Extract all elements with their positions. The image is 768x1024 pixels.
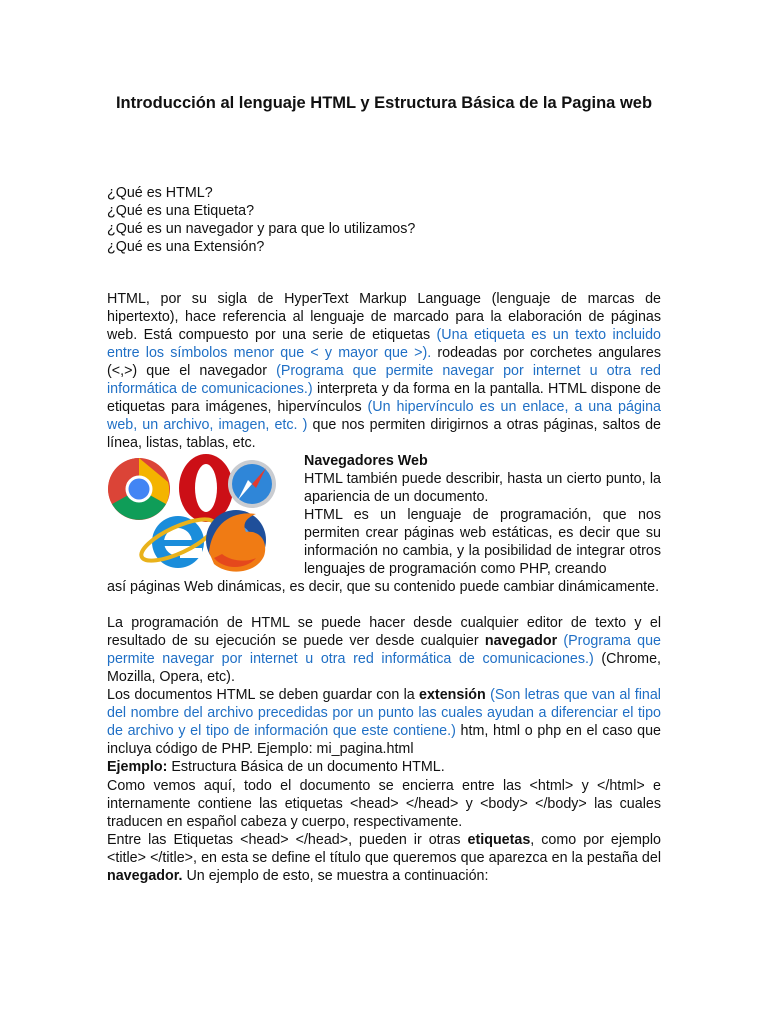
note-navegador: (Programa que permite navegar por internet u otra red informática de comunicaciones.) xyxy=(107,363,661,397)
intro-paragraph xyxy=(107,290,661,452)
tags-paragraph: Como vemos aquí, todo el documento se encierra entre las <html> y </html> e internamente contiene las etiquetas <head> </head> y <body> </body> las cuales traducen en español cabeza y cuerpo, respectivamente. xyxy=(107,778,661,830)
browser-logos-image xyxy=(106,452,276,577)
browsers-heading: Navegadores Web xyxy=(304,453,428,469)
text-run: Estructura Básica de un documento HTML. xyxy=(167,759,445,775)
text-run: , como por ejemplo <title> </title>, en esta se define el título que queremos que aparezca en la pestaña del xyxy=(107,832,661,866)
chrome-logo-icon xyxy=(108,458,170,520)
document-title: Introducción al lenguaje HTML y Estructura Básica de la Pagina web xyxy=(115,94,653,112)
text-run: que nos permiten dirigirnos a otras páginas, saltos de línea, listas, tablas, etc. xyxy=(107,417,661,451)
text-run: Los documentos HTML se deben guardar con la xyxy=(107,687,420,703)
question-item: ¿Qué es una Extensión? xyxy=(107,239,265,255)
browsers-paragraph-1: HTML también puede describir, hasta un cierto punto, la apariencia de un documento. xyxy=(304,471,661,505)
example-label: Ejemplo: xyxy=(107,759,168,775)
question-item: ¿Qué es HTML? xyxy=(107,185,213,201)
text-run: HTML, por su sigla de HyperText Markup Language (lenguaje de marcas de hipertexto), hace referencia al lenguaje de marcado para la elaboración de páginas web. Está compuesto por una serie de etiquetas xyxy=(107,291,661,343)
example-line xyxy=(107,758,661,776)
bold-term: extensión xyxy=(419,687,486,703)
programming-paragraph xyxy=(107,614,661,686)
bold-term: navegador. xyxy=(107,868,183,884)
safari-logo-icon xyxy=(228,460,276,508)
firefox-logo-icon xyxy=(206,510,266,572)
extension-paragraph xyxy=(107,686,661,758)
browsers-paragraph-2: HTML es un lenguaje de programación, que nos permiten crear páginas web estáticas, es decir que su información no cambia, y la posibilidad de integrar otros lenguajes de programación como PHP, creando xyxy=(304,507,661,577)
questions-list xyxy=(107,184,667,256)
note-hipervinculo: (Un hipervínculo es un enlace, a una página web, un archivo, imagen, etc. ) xyxy=(107,399,661,433)
text-run: interpreta y da forma en la pantalla. HTML dispone de etiquetas para imágenes, hipervínculos xyxy=(107,381,662,415)
question-item: ¿Qué es una Etiqueta? xyxy=(107,203,255,219)
bold-term: etiquetas xyxy=(467,832,531,848)
text-run: La programación de HTML se puede hacer desde cualquier editor de texto y el resultado de su ejecución se puede ver desde cualquier xyxy=(107,615,661,649)
text-run: rodeadas por corchetes angulares (<,>) que el navegador xyxy=(107,345,661,379)
opera-logo-icon xyxy=(179,454,233,522)
browsers-paragraph-2-continued: así páginas Web dinámicas, es decir, que su contenido puede cambiar dinámicamente. xyxy=(107,579,660,595)
text-run: Un ejemplo de esto, se muestra a continuación: xyxy=(182,868,489,884)
bold-term: navegador xyxy=(484,633,558,649)
text-run: Entre las Etiquetas <head> </head>, pueden ir otras xyxy=(107,832,468,848)
note-navegador: (Programa que permite navegar por internet u otra red informática de comunicaciones.) xyxy=(107,633,661,667)
note-extension: (Son letras que van al final del nombre del archivo precedidas por un punto las cuales ayudan a diferenciar el tipo de archivo y el tipo de información que este contiene.) xyxy=(107,687,661,739)
note-etiqueta: (Una etiqueta es un texto incluido entre los símbolos menor que < y mayor que >). xyxy=(107,327,661,361)
question-item: ¿Qué es un navegador y para que lo utilizamos? xyxy=(107,221,416,237)
text-run: htm, html o php en el caso que incluya código de PHP. Ejemplo: mi_pagina.html xyxy=(107,723,661,757)
head-paragraph xyxy=(107,831,661,885)
browsers-section xyxy=(304,452,661,578)
text-run: (Chrome, Mozilla, Opera, etc). xyxy=(107,651,661,685)
